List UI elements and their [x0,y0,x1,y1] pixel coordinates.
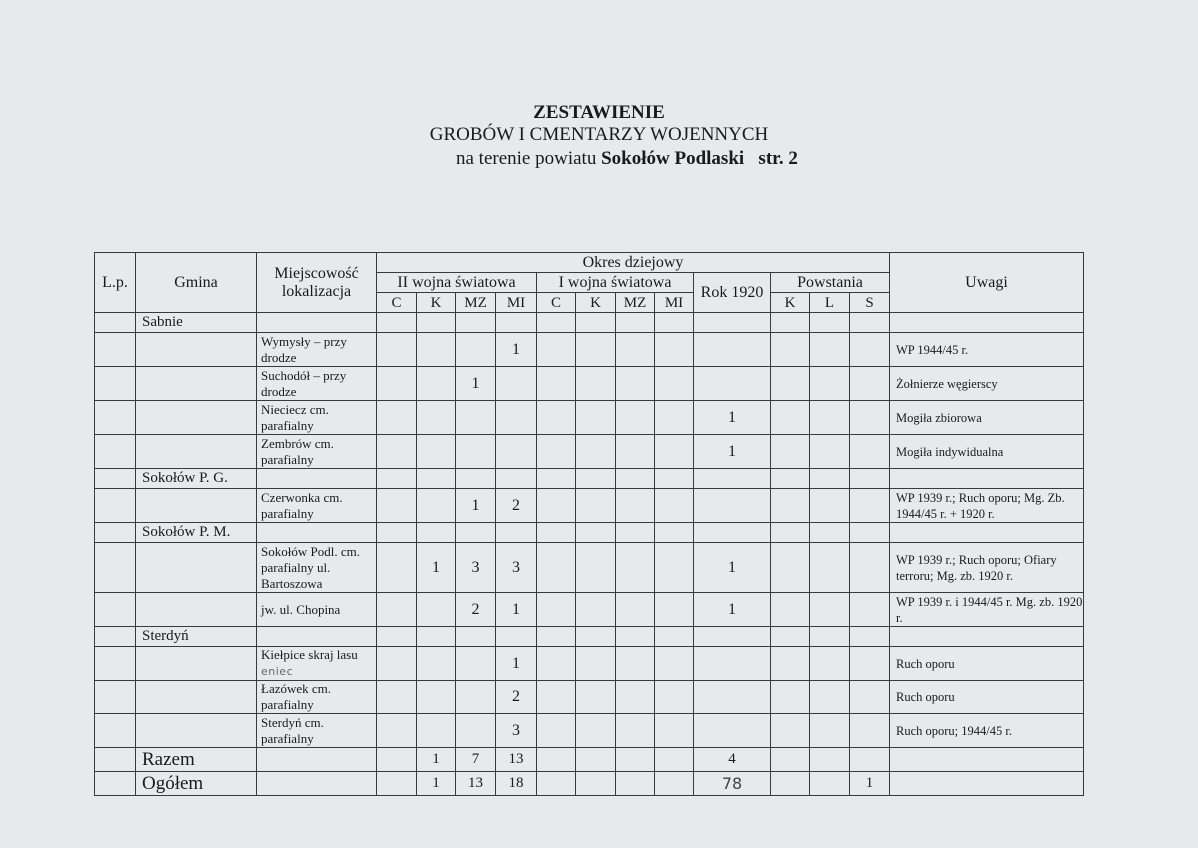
table-row [95,647,1084,681]
header-ww2-k: K [417,293,456,313]
group-name: Sokołów P. M. [136,523,257,543]
header-powstania-k: K [771,293,810,313]
header-ww2: II wojna światowa [377,273,537,293]
location-cell: Sokołów Podl. cm. parafialny ul. Bartoszowa [257,543,377,593]
ww2-c-cell [377,593,417,627]
ww2-k-cell [417,681,456,714]
ww2-mi-cell [496,435,537,469]
ww2-mz-cell [456,333,496,367]
table-row [95,593,1084,627]
razem-label: Razem [136,748,257,772]
razem-mi: 13 [496,748,537,772]
header-gmina: Gmina [136,253,257,313]
ogolem-s: 1 [850,772,890,796]
ww2-mz-cell: 2 [456,593,496,627]
ww2-c-cell [377,714,417,748]
ww2-mz-cell: 1 [456,367,496,401]
title-line-1: ZESTAWIENIE [533,102,665,123]
ww2-c-cell [377,401,417,435]
rok1920-cell [694,714,771,748]
ww2-k-cell [417,401,456,435]
ww2-mi-cell: 1 [496,593,537,627]
location-cell: Sterdyń cm. parafialny [257,714,377,748]
ww2-mz-cell [456,401,496,435]
group-row [95,313,1084,333]
ww2-mz-cell [456,647,496,681]
header-lp: L.p. [95,253,136,313]
ogolem-mi: 18 [496,772,537,796]
location-cell: Czerwonka cm. parafialny [257,489,377,523]
ogolem-rok1920-handwritten: 78 [694,772,771,796]
ww2-k-cell [417,714,456,748]
rok1920-cell: 1 [694,593,771,627]
ww2-c-cell [377,333,417,367]
rok1920-cell: 1 [694,435,771,469]
ogolem-k: 1 [417,772,456,796]
ww2-mz-cell: 1 [456,489,496,523]
rok1920-cell: 1 [694,543,771,593]
group-row [95,523,1084,543]
title-line-2: GROBÓW I CMENTARZY WOJENNYCH [429,124,769,145]
group-row [95,627,1084,647]
ww2-c-cell [377,435,417,469]
location-cell: Wymysły – przy drodze [257,333,377,367]
header-powstania-l: L [810,293,850,313]
header-ww1: I wojna światowa [537,273,694,293]
ww2-k-cell [417,489,456,523]
header-ww1-mz: MZ [616,293,655,313]
location-text: Kiełpice skraj lasu [261,647,358,662]
razem-c [377,748,417,772]
razem-mz: 7 [456,748,496,772]
ww2-mz-cell [456,714,496,748]
ogolem-label: Ogółem [136,772,257,796]
rok1920-cell [694,333,771,367]
location-cell: Zembrów cm. parafialny [257,435,377,469]
header-ww1-k: K [576,293,616,313]
table-row [95,681,1084,714]
header-powstania: Powstania [771,273,890,293]
group-name: Sabnie [136,313,257,333]
ww2-mi-cell: 1 [496,333,537,367]
uwagi-cell: Żołnierze węgierscy [890,367,1084,401]
graves-table [94,252,1084,796]
ww2-mi-cell [496,401,537,435]
title-prefix: na terenie powiatu [456,148,597,169]
ww2-k-cell [417,593,456,627]
header-uwagi: Uwagi [890,253,1084,313]
header-okres: Okres dziejowy [377,253,890,273]
ww2-k-cell [417,435,456,469]
rok1920-cell [694,647,771,681]
header-miejscowosc: Miejscowość lokalizacja [257,253,377,313]
razem-k: 1 [417,748,456,772]
group-row [95,469,1084,489]
header-rok1920: Rok 1920 [694,273,771,313]
uwagi-cell: Ruch oporu [890,647,1084,681]
ww2-mz-cell [456,435,496,469]
ww2-c-cell [377,543,417,593]
table-row [95,435,1084,469]
ww2-mz-cell [456,681,496,714]
table-row [95,401,1084,435]
uwagi-cell: WP 1939 r.; Ruch oporu; Mg. Zb. 1944/45 r. + 1920 r. [890,489,1084,523]
uwagi-cell: Mogiła zbiorowa [890,401,1084,435]
ww2-mi-cell [496,367,537,401]
uwagi-cell: Ruch oporu [890,681,1084,714]
group-name: Sterdyń [136,627,257,647]
location-cell [257,647,377,681]
uwagi-cell: WP 1944/45 r. [890,333,1084,367]
uwagi-cell: Ruch oporu; 1944/45 r. [890,714,1084,748]
ogolem-mz: 13 [456,772,496,796]
rok1920-cell [694,681,771,714]
header-ww1-mi: MI [655,293,694,313]
title-line-3 [456,146,798,171]
table-row [95,333,1084,367]
header-ww2-mi: MI [496,293,537,313]
totals-row [95,748,1084,772]
rok1920-cell [694,367,771,401]
group-name: Sokołów P. G. [136,469,257,489]
ww2-c-cell [377,489,417,523]
razem-rok1920: 4 [694,748,771,772]
header-ww2-c: C [377,293,417,313]
ww2-mi-cell: 3 [496,543,537,593]
grand-total-row [95,772,1084,796]
table-row [95,543,1084,593]
razem-s [850,748,890,772]
ww2-mi-cell: 2 [496,681,537,714]
ogolem-c [377,772,417,796]
handwritten-correction: eniec [261,665,294,678]
ww2-mi-cell: 3 [496,714,537,748]
header-ww2-mz: MZ [456,293,496,313]
table-row [95,367,1084,401]
title-place: Sokołów Podlaski [601,148,745,169]
rok1920-cell [694,489,771,523]
header-ww1-c: C [537,293,576,313]
header-powstania-s: S [850,293,890,313]
table-row [95,489,1084,523]
ww2-mi-cell: 1 [496,647,537,681]
ww2-c-cell [377,681,417,714]
ww2-k-cell [417,333,456,367]
ww2-k-cell [417,367,456,401]
ww2-c-cell [377,647,417,681]
ww2-k-cell [417,647,456,681]
uwagi-cell: WP 1939 r. i 1944/45 r. Mg. zb. 1920 r. [890,593,1084,627]
ww2-mi-cell: 2 [496,489,537,523]
ww2-c-cell [377,367,417,401]
uwagi-cell: WP 1939 r.; Ruch oporu; Ofiary terroru; Mg. zb. 1920 r. [890,543,1084,593]
rok1920-cell: 1 [694,401,771,435]
ww2-mz-cell: 3 [456,543,496,593]
location-cell: Nieciecz cm. parafialny [257,401,377,435]
ww2-k-cell: 1 [417,543,456,593]
location-cell: jw. ul. Chopina [257,593,377,627]
table-row [95,714,1084,748]
title-page: str. 2 [758,148,798,169]
location-cell: Łazówek cm. parafialny [257,681,377,714]
uwagi-cell: Mogiła indywidualna [890,435,1084,469]
location-cell: Suchodół – przy drodze [257,367,377,401]
